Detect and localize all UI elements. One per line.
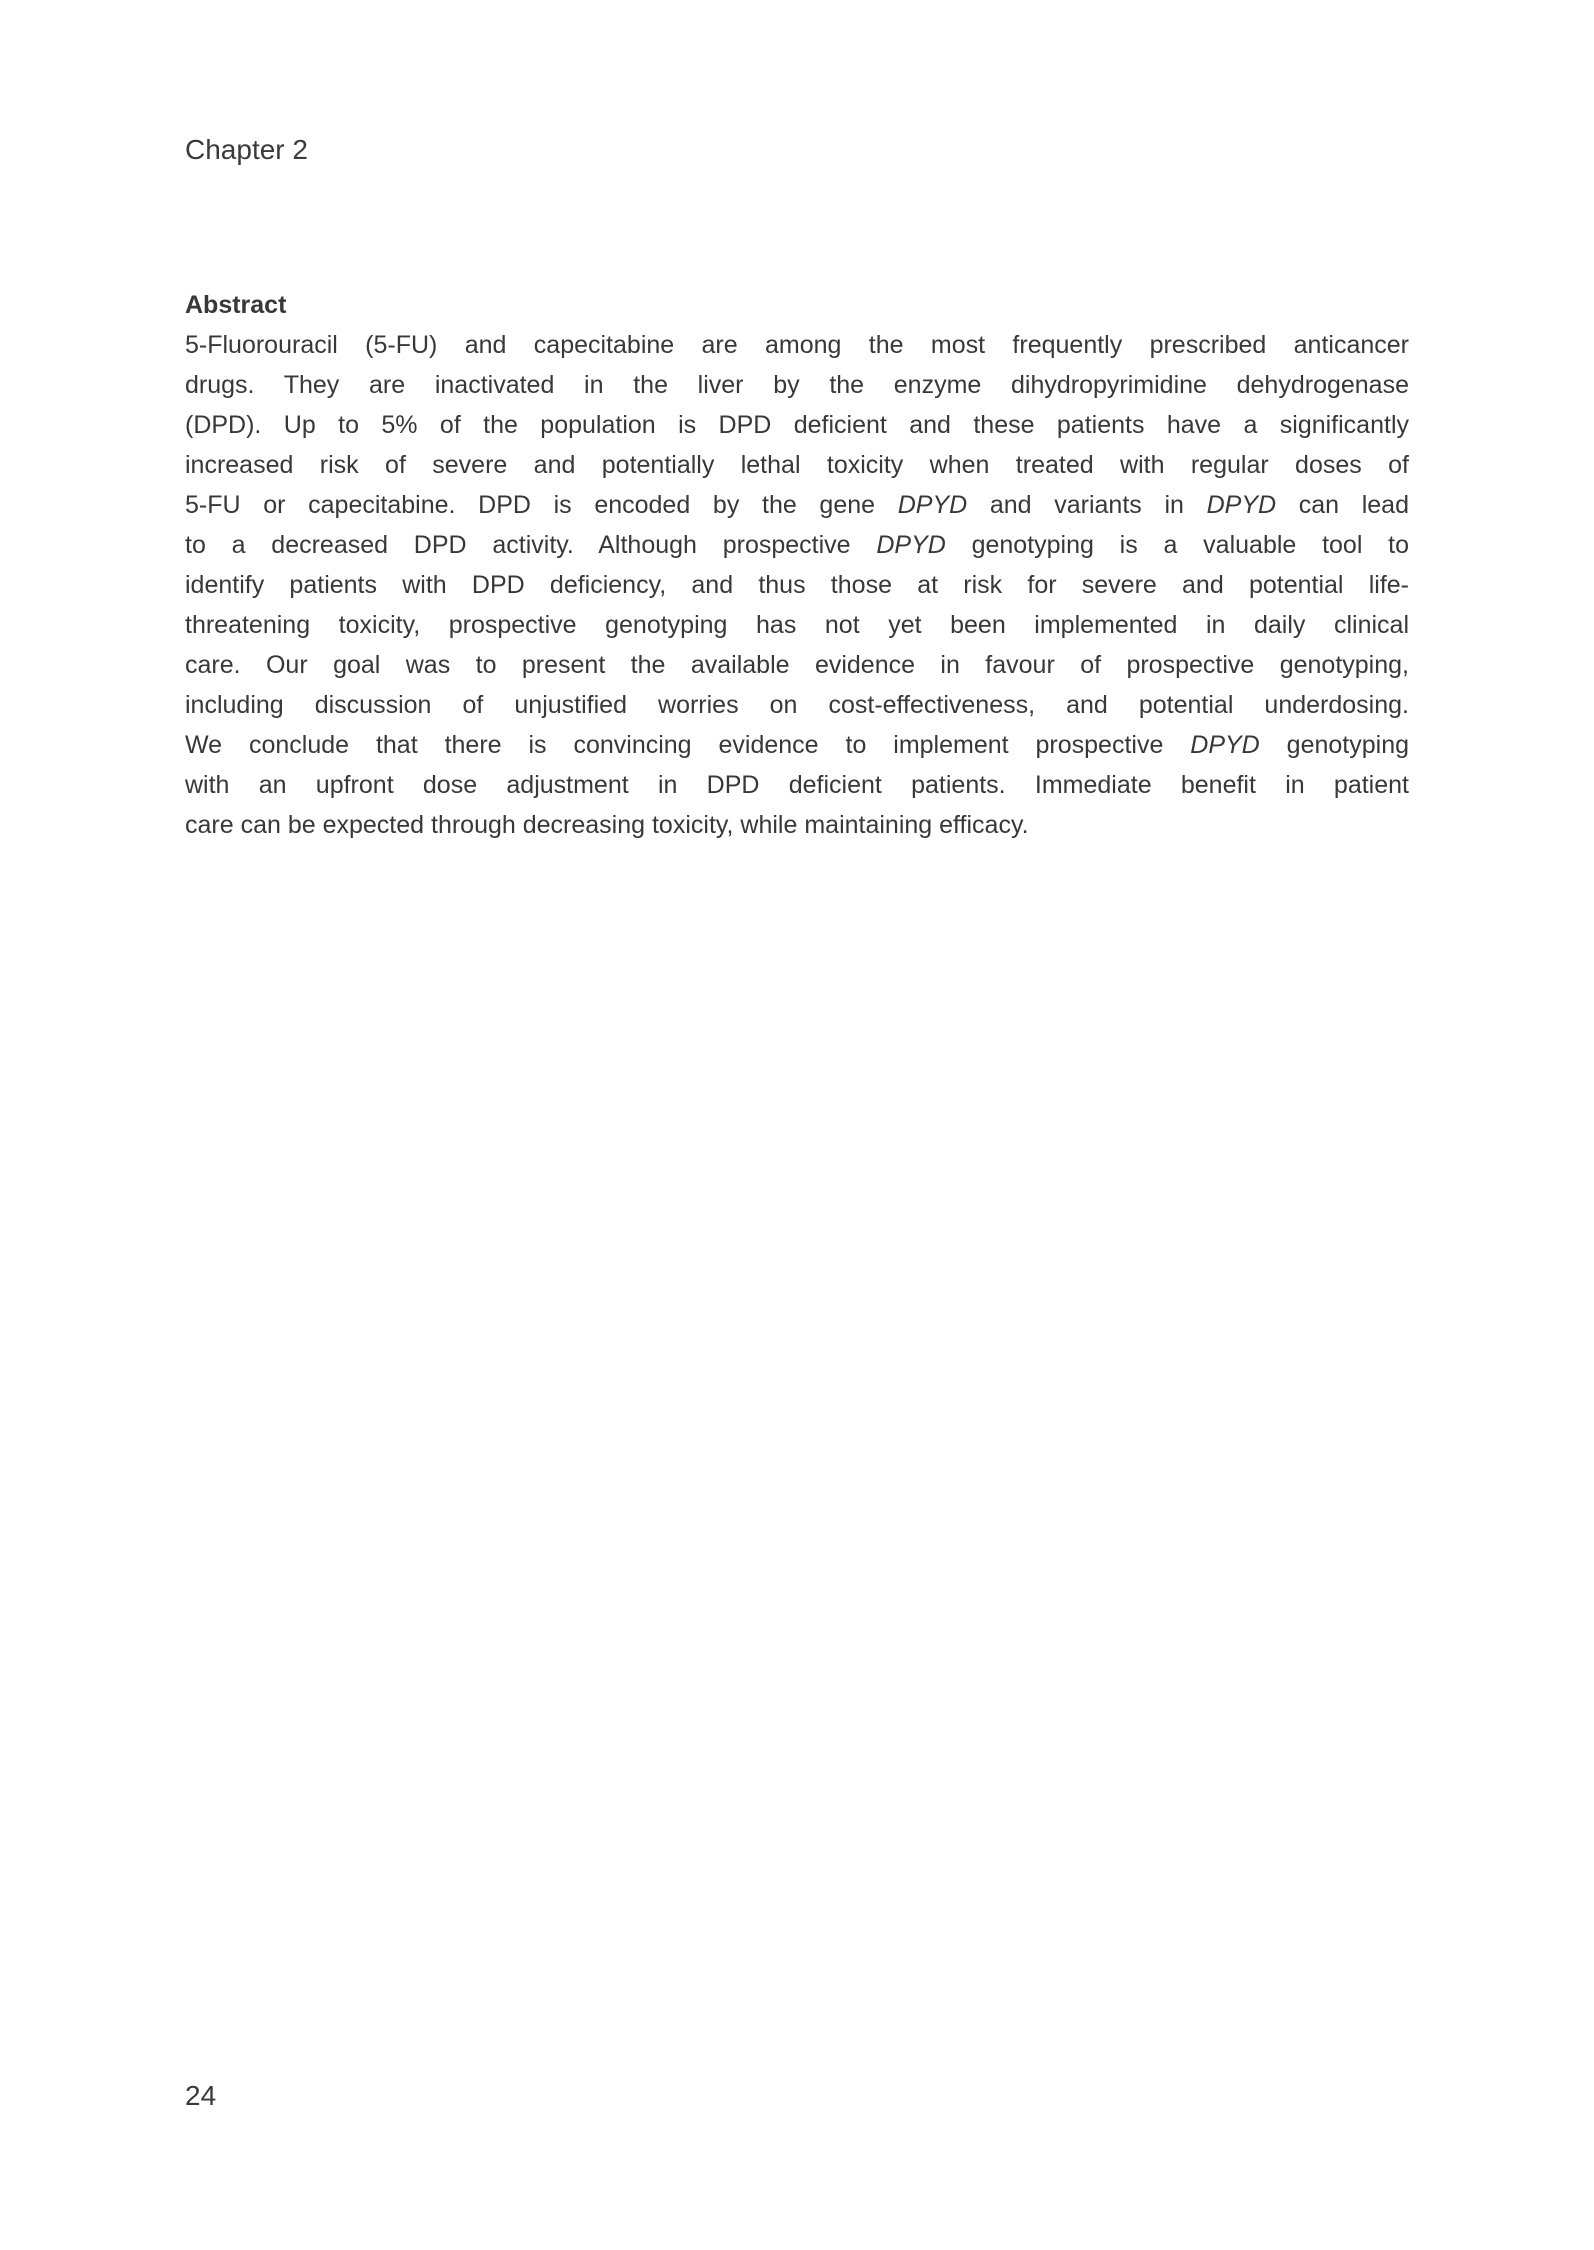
- page-number: 24: [185, 2080, 217, 2111]
- abstract-line: threatening toxicity, prospective genotyping has not yet been implemented in daily clinical: [185, 611, 1409, 639]
- abstract-line: including discussion of unjustified worries on cost-effectiveness, and potential underdosing.: [185, 691, 1409, 719]
- abstract-section: [185, 285, 1409, 845]
- abstract-heading: Abstract: [185, 291, 287, 319]
- abstract-line: drugs. They are inactivated in the liver by the enzyme dihydropyrimidine dehydrogenase: [185, 371, 1409, 399]
- abstract-line: to a decreased DPD activity. Although prospective DPYD genotyping is a valuable tool to: [185, 531, 1410, 559]
- abstract-line: identify patients with DPD deficiency, and thus those at risk for severe and potential life-: [185, 571, 1409, 599]
- abstract-line: 5-Fluorouracil (5-FU) and capecitabine are among the most frequently prescribed anticancer: [185, 331, 1409, 359]
- abstract-paragraph: [185, 325, 1409, 845]
- chapter-header: Chapter 2: [185, 134, 308, 165]
- abstract-line: (DPD). Up to 5% of the population is DPD deficient and these patients have a significantly: [185, 411, 1409, 439]
- abstract-line: care can be expected through decreasing toxicity, while maintaining efficacy.: [185, 811, 1029, 839]
- abstract-line: increased risk of severe and potentially lethal toxicity when treated with regular doses of: [185, 451, 1409, 479]
- abstract-line: care. Our goal was to present the available evidence in favour of prospective genotyping,: [185, 651, 1409, 679]
- abstract-line: We conclude that there is convincing evidence to implement prospective DPYD genotyping: [185, 731, 1409, 759]
- abstract-line: with an upfront dose adjustment in DPD deficient patients. Immediate benefit in patient: [185, 771, 1409, 799]
- abstract-line: 5-FU or capecitabine. DPD is encoded by the gene DPYD and variants in DPYD can lead: [185, 491, 1409, 519]
